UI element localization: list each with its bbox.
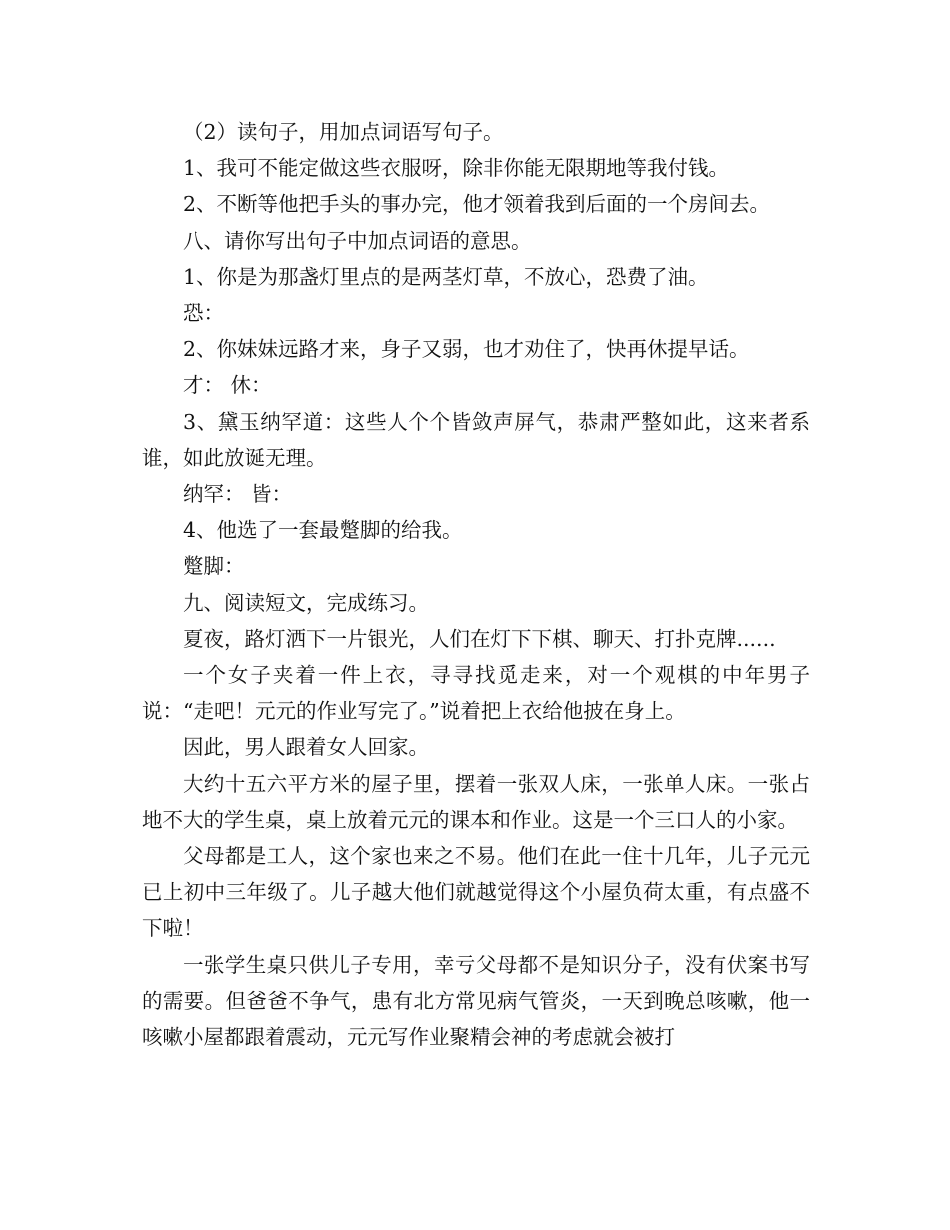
answer-line-kong: 恐： [183,301,224,326]
reading-paragraph-6: 一张学生桌只供儿子专用，幸亏父母都不是知识分子，没有伏案书写的需要。但爸爸不争气，患有北方常见病气管炎，一天到晚总咳嗽，他一咳嗽小屋都跟着震动，元元写作业聚精会神的考虑就会被打 [142,952,810,1050]
sentence-2: 2、不断等他把手头的事办完，他才领着我到后面的一个房间去。 [183,192,771,217]
reading-paragraph-5: 父母都是工人，这个家也来之不易。他们在此一住十几年，儿子元元已上初中三年级了。儿子越大他们就越觉得这个小屋负荷太重，有点盛不下啦！ [142,844,810,941]
document-body [142,114,810,1055]
answer-line-cai-xiu: 才： 休： [183,373,272,398]
section-8-item-1: 1、你是为那盏灯里点的是两茎灯草，不放心，恐费了油。 [183,264,709,289]
answer-line-biejiao: 蹩脚： [183,554,245,579]
section-8-item-3: 3、黛玉纳罕道：这些人个个皆敛声屏气，恭肃严整如此，这来者系谁，如此放诞无理。 [142,409,810,470]
answer-line-nahan-jie: 纳罕： 皆： [183,482,293,507]
question-2-instruction: （2）读句子，用加点词语写句子。 [183,120,504,144]
section-9-heading: 九、阅读短文，完成练习。 [183,590,429,615]
reading-paragraph-3: 因此，男人跟着女人回家。 [183,735,429,760]
reading-paragraph-1: 夏夜，路灯洒下一片银光，人们在灯下下棋、聊天、打扑克牌...... [183,626,776,651]
section-8-item-2: 2、你妹妹远路才来，身子又弱，也才劝住了，快再休提早话。 [183,337,750,362]
section-8-heading: 八、请你写出句子中加点词语的意思。 [183,228,532,253]
section-8-item-4: 4、他选了一套最蹩脚的给我。 [183,518,463,543]
reading-paragraph-4: 大约十五六平方米的屋子里，摆着一张双人床，一张单人床。一张占地不大的学生桌，桌上放着元元的课本和作业。这是一个三口人的小家。 [142,771,810,832]
reading-paragraph-2: 一个女子夹着一件上衣，寻寻找觅走来，对一个观棋的中年男子说：“走吧！元元的作业写完了。”说着把上衣给他披在身上。 [142,663,810,724]
sentence-1: 1、我可不能定做这些衣服呀，除非你能无限期地等我付钱。 [183,156,730,181]
